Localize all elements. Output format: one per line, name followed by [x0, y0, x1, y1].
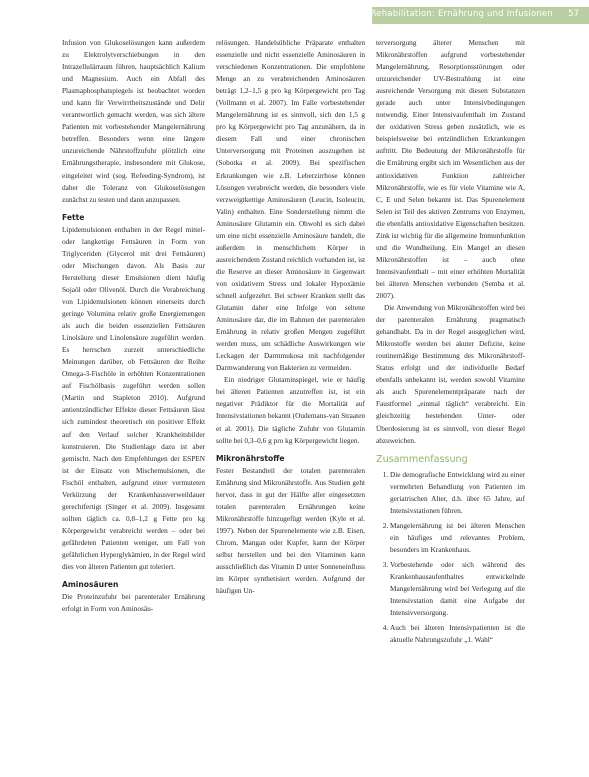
- paragraph: Fester Bestandteil der totalen parenteralen Ernährung sind Mikronährstoffe. Aus Studien geht hervor, dass in gut der Hälfte aller eingesetzten totalen parenteralen Ernährungen keine Mikronährstoffe hinzugefügt werden (Kyle et al. 1997). Neben der Spurenelemente wie z.B. Eisen, Chrom, Mangan oder Kupfer, kann der Körper selbst herstellen und bei den Vitaminen kann ausschließlich das Vitamin D unter Sonneneinfluss im Körper synthetisiert werden. Aufgrund der häufigen Un-: [216, 465, 365, 596]
- running-header-bar: [372, 7, 589, 24]
- section-heading-fette: Fette: [62, 212, 85, 222]
- summary-item: 1. Die demografische Entwicklung wird zu einer vermehrten Behandlung von Patienten im geriatrischen Alter, d.h. über 65 Jahre, auf Intensivstationen führen.: [390, 469, 525, 517]
- paragraph: Ein niedriger Glutaminspiegel, wie er häufig bei älteren Patienten anzutreffen ist, ist ein negativer Prädiktor für die Mortalität auf Intensivstationen bekannt (Oudemans-van Straaten et al. 2001). Die tägliche Zufuhr von Glutamin sollte bei 0,3–0,6 g pro kg Körpergewicht liegen.: [216, 375, 365, 445]
- paragraph: Die Anwendung von Mikronährstoffen wird bei der parenteralen Ernährung pragmatisch gehandhabt. Da in der Regel ausgeglichen wird, Mikrostoffe werden bei akuter Defizite, keine routinemäßige Bestimmung des Mikronährstoff-Status erfolgt und der individuelle Bedarf ebenfalls unbekannt ist, werden sowohl Vitamine als auch Spurenelementpräparate nach der Faustformel „einmal täglich“ verabreicht. Ein gleichzeitig bestehenden Unter- oder Überdosierung ist es sinnvoll, von dieser Regel abzuweichen.: [376, 303, 525, 445]
- paragraph: terversorgung älterer Menschen mit Mikronährstoffen aufgrund vorbestehender Mangelernährung, Resorptionsstörungen oder unzureichender UV-Bestrahlung ist eine ausreichende Versorgung mit diesen Substanzen gerade auch unter Intensivbedingungen notwendig. Einer Intensivaufenthalt im Zustand der oxidativen Stress geben zusätzlich, wie es beispielsweise bei entzündlichen Erkrankungen auftritt. Die Bedeutung der Mikronährstoffe für die Ernährung ergibt sich im Wesentlichen aus der antioxidativen Funktion zahlreicher Mikronährstoffe, wie es für viele Vitamine wie A, C, E und Selen bekannt ist. Das Spurenelement Selen ist Teil des aktiven Zentrums von Enzymen, die ebenfalls antioxidative Eigenschaften besitzen. Zink ist wichtig für die allgemeine Immunfunktion und die Wundheilung. Ein Mangel an diesen Mikronährstoffen ist – auch ohne Intensivaufenthalt – mit einer erhöhten Mortalität bei älteren Menschen verbunden (Semba et al. 2007).: [376, 38, 525, 300]
- paragraph: Infusion von Glukoselösungen kann außerdem zu Elektrolytverschiebungen in den Intrazellulärraum führen, hauptsächlich Kalium und Magnesium. Auch ein Abfall des Plasmaphosphatspiegels ist beobachtet worden und kann für Verwirrtheitszustände und Delir verantwortlich gemacht werden, was sich ältere Patienten mit vorbestehender Mangelernährung betreffen. Besonders wenn eine längere unzureichende Nährstoffzufuhr plötzlich eine Ernährungstherapie, insbesondere mit Glukose, eingeleitet wird (sog. Refeeding-Syndrom), ist daher die Toleranz von Glukoselösungen zunächst zu testen und dann anzupassen.: [62, 38, 205, 204]
- summary-list: [376, 469, 525, 647]
- section-heading-aminosaeuren: Aminosäuren: [62, 580, 119, 590]
- summary-item: 3. Vorbestehende oder sich während des Krankenhausaufenthaltes entwickelnde Mangelernährung wird bei Verlegung auf die Intensivstation damit eine Aufgabe der Intensivversorgung.: [390, 559, 525, 619]
- paragraph: Lipidemulsionen enthalten in der Regel mittel- oder langkettige Fettsäuren in Form von Triglyceriden (Glycerol mit drei Fettsäuren) oder Mischungen davon. Als Basis zur Herstellung dieser Emulsionen dient häufig Sojaöl oder Olivenöl. Durch die Verabreichung von Lipidemulsionen können einerseits durch geringe Volumina relativ große Energiemengen als auch die beiden essenziellen Fettsäuren Linolsäure und Linolensäure zugeführt werden. Es herrschen zurzeit unterschiedliche Meinungen darüber, ob Fettsäuren der Reihe Omega-3-Fischöle in erhöhten Konzentrationen auf Fischölbasis zugeführt werden sollen (Martin und Stapleton 2010). Aufgrund antientzündlicher Effekte dieser Fettsäuren lässt sich zumindest theoretisch ein positiver Effekt auf den Verlauf solcher Krankheitsbilder konstruieren. Die Studienlage dazu ist aber gemischt. Nach den Empfehlungen der ESPEN ist der Einsatz von Mischemulsionen, die Fischöl enthalten, aufgrund einer vermuteten Verkürzung der Krankenhausverweildauer gerechtfertigt (Singer et al. 2009). Insgesamt sollten täglich ca. 0,8–1,2 g Fette pro kg Körpergewicht verabreicht werden – oder bei gefährdeten Patienten weniger, um Fall von gefährlichen Hyperglykämien, in der Regel wird dies von älteren Patienten gut toleriert.: [62, 224, 205, 572]
- text-column-middle: [216, 37, 365, 767]
- section-heading-mikronaehrstoffe: Mikronährstoffe: [216, 453, 285, 463]
- paragraph: Die Proteinzufuhr bei parenteraler Ernährung erfolgt in Form von Aminosäu-: [62, 592, 205, 614]
- summary-heading: Zusammenfassung: [376, 453, 468, 465]
- paragraph: relösungen. Handelsübliche Präparate enthalten essenzielle und nicht essenzielle Aminosäuren in verschiedenen Konzentrationen. Die empfohlene Menge an zu verabreichenden Aminosäuren beträgt 1,2–1,5 g pro kg Körpergewicht pro Tag (Vollmann et al. 2007). Im Falle vorbestehender Mangelernährung ist es sinnvoll, sich den 1,5 g pro kg Körpergewicht pro Tag anzunähern, da in diesem Fall und einer chronischen Unterversorgung mit Proteinen auszugehen ist (Sobotka et al. 2009). Bei spezifischen Erkrankungen wie z.B. Leberzirrhose können Lösungen verabreicht werden, die besonders viele verzweigtkettige Aminosäuren (Leucin, Isoleucin, Valin) enthalten. Eine Sonderstellung nimmt die Aminosäure Glutamin ein. Obwohl es sich dabei um eine nicht essenzielle Aminosäure handelt, die außerdem in menschlichem Körper in ausreichendem Zustand reichlich vorhanden ist, ist die Reserve an dieser Aminosäure in Gegenwart von oxidativem Stress und lokaler Hypoxämie schnell aufgezehrt. Bei schwer Kranken stellt das Glutamin daher eine Infolge von seltene Aminosäure dar, die im Rahmen der parenteralen Ernährung in relativ großen Mengen zugeführt werden muss, um schädliche Auswirkungen wie Leckagen der Darmmukosa mit nachfolgender Darmwanderung von Bakterien zu vermeiden.: [216, 38, 365, 373]
- summary-item: 4. Auch bei älteren Intensivpatienten ist die aktuelle Nahrungszufuhr „1. Wahl“: [390, 622, 525, 646]
- text-column-left: [62, 37, 205, 767]
- page-number: 57: [568, 9, 579, 19]
- summary-item: 2. Mangelernährung ist bei älteren Menschen ein häufiges und relevantes Problem, besonders im Krankenhaus.: [390, 520, 525, 556]
- running-title: Rehabilitation: Ernährung und Infusionen: [370, 9, 553, 19]
- text-column-right: [376, 37, 525, 767]
